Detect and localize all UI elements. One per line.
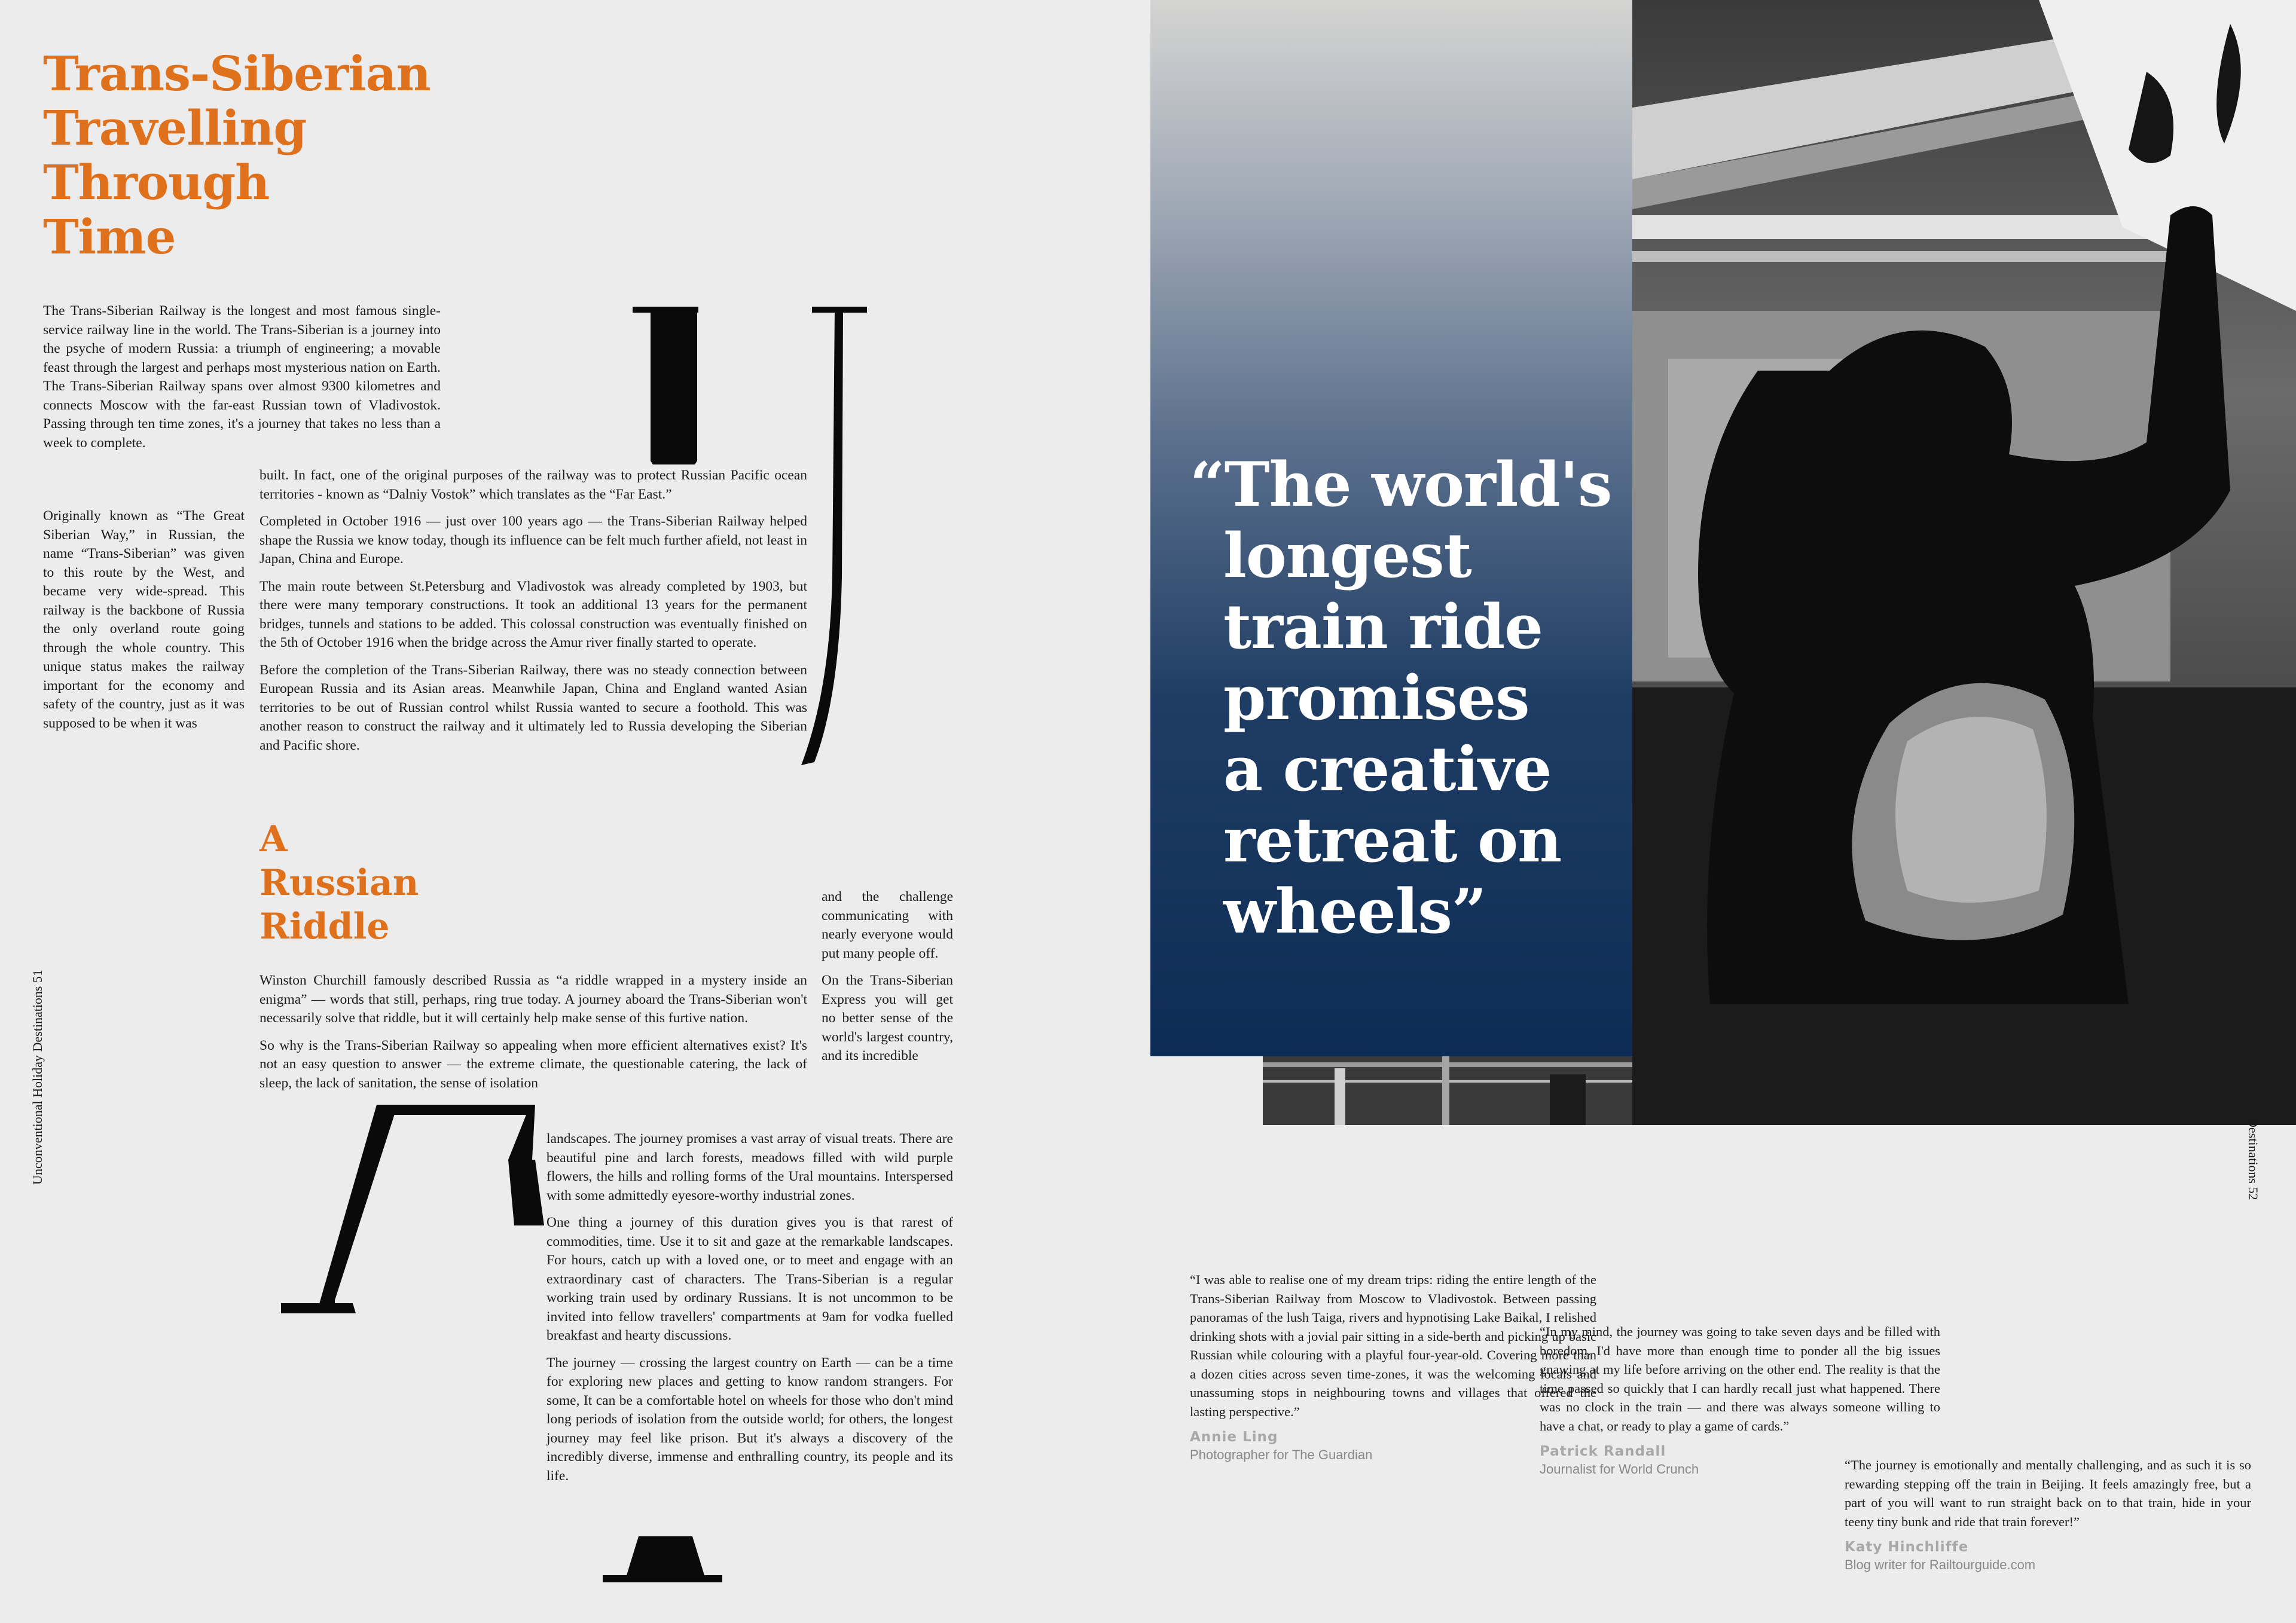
testimonial (1190, 1270, 1596, 1463)
title-line: Through (43, 154, 270, 210)
testimonial-role: Blog writer for Railtourguide.com (1845, 1557, 2036, 1572)
traveller-photo (1632, 0, 2296, 1125)
photo-illustration (1632, 0, 2296, 1125)
paragraph: Before the completion of the Trans-Siberian Railway, there was no steady connection between European Russia and its Asian areas. Meanwhile Japan, China and England wanted Asian territories to be out of Russian control whilst Russia wanted to secure a foothold. This was another reason to construct the railway and it ultimately led to Russia developing the Siberian and Pacific shore. (259, 662, 807, 753)
pull-quote (1190, 450, 1620, 947)
right-narrow-column (822, 888, 953, 1074)
paragraph: On the Trans-Siberian Express you will get no better sense of the world's largest country, and its incredible (822, 973, 953, 1063)
subheading-line: Russian (259, 862, 419, 904)
paragraph: The main route between St.Petersburg and Vladivostok was already completed by 1903, but there were many temporary constructions. It took an additional 13 years for the permanent bridges, tunnels and stations to be added. This colossal construction was eventually finished on the 5th of October 1916 when the bridge across the Amur river finally started to operate. (259, 578, 807, 650)
quote-line: wheels” (1223, 876, 1486, 947)
testimonial-author: Patrick Randall (1540, 1444, 1666, 1459)
paragraph: built. In fact, one of the original purposes of the railway was to protect Russian Pacific ocean territories - known as “Dalniy Vostok” which translates as the “Far East.” (259, 467, 807, 502)
testimonial-role: Photographer for The Guardian (1190, 1447, 1373, 1462)
testimonial-text: “I was able to realise one of my dream trips: riding the entire length of the Trans-Siberian Railway from Moscow to Vladivostok. Between passing panoramas of the lush Taiga, rivers and hypnotising Lake Baikal, I relished drinking shots with a jovial pair sitting in a side-berth and picking up basic Russian while colouring with a playful four-year-old. Covering more than a dozen cities across seven time-zones, it was the welcoming locals and unassuming stops in neighbouring towns and villages that offered the lasting perspective.” (1190, 1272, 1596, 1419)
testimonial-role: Journalist for World Crunch (1540, 1462, 1699, 1477)
intro-column: The Trans-Siberian Railway is the longest and most famous single-service railway line in the world. The Trans-Siberian is a journey into the psyche of modern Russia: a triumph of engineering; a movable feast through the largest and perhaps most mysterious nation on Earth. The Trans-Siberian Railway spans over almost 9300 kilometres and connects Moscow with the far-east Russian town of Vladivostok. Passing through ten time zones, it's a journey that takes no less than a week to complete. (43, 303, 441, 451)
photo-strip-illustration (1263, 1056, 1632, 1125)
quote-line: “The world's (1190, 449, 1612, 521)
testimonial (1845, 1456, 2251, 1573)
decorative-letter-a (263, 1103, 562, 1581)
subheading-line: A (259, 818, 288, 860)
title-line: Trans-Siberian (43, 45, 430, 102)
subheading (259, 818, 499, 949)
paragraph: landscapes. The journey promises a vast array of visual treats. There are beautiful pine and larch forests, meadows filled with wild purple flowers, the hills and rolling forms of the Ural mountains. Interspersed with some admittedly eyesore-worthy industrial zones. (546, 1131, 953, 1203)
wide-column (259, 466, 807, 763)
testimonial-text: “The journey is emotionally and mentally challenging, and as such it is so rewarding stepping off the train in Beijing. It feels amazingly free, but a part of you will want to run straight back on to that train, hide in your teeny tiny bunk and ride that train forever!” (1845, 1457, 2251, 1529)
article-title (43, 47, 462, 264)
paragraph: The journey — crossing the largest country on Earth — can be a time for exploring new places and getting to know random strangers. For some, It can be a comfortable hotel on wheels for those who don't mind long periods of isolation from the outside world; for others, the longest journey may feel like prison. But it's always a discovery of the incredibly diverse, immense and enthralling country, its people and its life. (546, 1355, 953, 1484)
paragraph: Winston Churchill famously described Russia as “a riddle wrapped in a mystery inside an enigma” — words that still, perhaps, ring true today. A journey aboard the Trans-Siberian won't necessarily solve that riddle, but it will certainly help make sense of this furtive nation. (259, 973, 807, 1026)
riddle-column (259, 971, 807, 1101)
page-folio-right (2245, 1118, 2269, 1273)
lower-column (546, 1130, 953, 1494)
testimonial (1540, 1322, 1940, 1477)
paragraph: and the challenge communicating with nearly everyone would put many people off. (822, 889, 953, 961)
quote-line: promises (1223, 662, 1529, 734)
decorative-letter-base (603, 1533, 722, 1582)
photo-bottom-strip (1263, 1056, 1632, 1125)
page-folio-left (30, 970, 54, 1269)
subheading-line: Riddle (259, 906, 390, 947)
title-line: Time (43, 209, 176, 265)
testimonial-author: Katy Hinchliffe (1845, 1539, 1969, 1555)
title-line: Travelling (43, 100, 307, 156)
narrow-column: Originally known as “The Great Siberian Way,” in Russian, the name “Trans-Siberian” was given to this route by the West, and became very wide-spread. This railway is the backbone of Russia the only overland route going through the whole country. This unique status makes the railway important for the economy and safety of the country, just as it was supposed to be when it was (43, 508, 245, 731)
paragraph: So why is the Trans-Siberian Railway so appealing when more efficient alternatives exist? It's not an easy question to answer — the extreme climate, the questionable catering, the lack of sleep, the lack of sanitation, the sense of isolation (259, 1037, 807, 1091)
paragraph: Completed in October 1916 — just over 100 years ago — the Trans-Siberian Railway helped shape the Russia we know today, though its influence can be felt much further afield, not least in Japan, China and Europe. (259, 514, 807, 567)
quote-line: longest (1223, 520, 1471, 592)
folio-text: Unconventional Holiday Destinations 51 (30, 970, 45, 1185)
quote-line: a creative (1223, 733, 1552, 805)
paragraph: One thing a journey of this duration gives you is that rarest of commodities, time. Use it to sit and gaze at the remarkable landscapes. For hours, catch up with a loved one, or to meet and engage with an extraordinary cast of characters. The Trans-Siberian is a regular working train used by ordinary Russians. It is not uncommon to be invited into fellow travellers' compartments at 9am for vodka fuelled breakfast and hearty discussions. (546, 1215, 953, 1343)
quote-line: retreat on (1223, 805, 1562, 876)
testimonial-author: Annie Ling (1190, 1429, 1278, 1445)
quote-line: train ride (1223, 591, 1543, 663)
testimonial-text: “In my mind, the journey was going to take seven days and be filled with boredom. I'd have more than enough time to ponder all the big issues gnawing at my life before arriving on the other end. The reality is that the time passed so quickly that I can hardly recall just what happened. There was no clock in the train — and there was always someone willing to have a chat, or ready to play a game of cards.” (1540, 1324, 1940, 1434)
folio-text: Destinations 52 (2246, 1118, 2261, 1200)
